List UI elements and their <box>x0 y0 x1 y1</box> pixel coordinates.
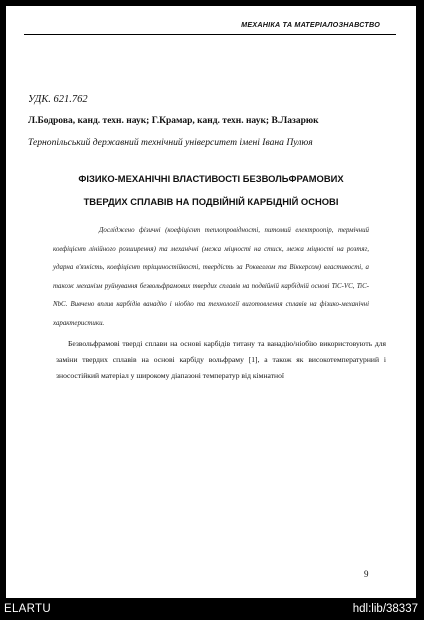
udc-code: УДК. 621.762 <box>28 94 88 105</box>
handle-id: hdl:lib/38337 <box>352 603 418 615</box>
body-paragraph <box>56 336 386 385</box>
repository-label: ELARTU <box>4 603 51 615</box>
abstract <box>53 222 369 333</box>
body-paragraph-text: Безвольфрамові тверді сплави на основі карбідів титану та ванадію/ніобію використовують для заміни твердих сплавів на основі карбіду вольфраму [1], а також як високотемпературний і зносостійкий матеріал у широкому діапазоні температур від кімнатної <box>56 339 386 381</box>
paper-title <box>26 167 396 213</box>
page-number: 9 <box>364 569 369 579</box>
abstract-text: Досліджено фізичні (коефіцієнт теплопровідності, питомий електроопір, термічний коефіцієнт лінійного розширення) та механічні (межа міцності на стиск, межа міцності на розтяг, ударна в'язкість, коефіцієнт тріщиностійкості, твердість за Роквеллом та Віккерсом) властивості, а також механізм руйнування безвольфрамових твердих сплавів на подвійній карбідній основі TiC-VC, TiC-NbC. Вивчено вплив карбідів ванадію і ніобію та технології виготовлення сплавів на фізико-механічні характеристики. <box>53 227 369 327</box>
affiliation-line: Тернопільський державний технічний університет імені Івана Пулюя <box>28 137 313 148</box>
title-line-2: ТВЕРДИХ СПЛАВІВ НА ПОДВІЙНІЙ КАРБІДНІЙ ОСНОВІ <box>83 196 339 207</box>
journal-page <box>6 6 416 598</box>
journal-section-header: МЕХАНІКА ТА МАТЕРІАЛОЗНАВСТВО <box>241 20 380 29</box>
header-rule <box>24 34 396 35</box>
authors-line: Л.Бодрова, канд. техн. наук; Г.Крамар, канд. техн. наук; В.Лазарюк <box>28 116 319 126</box>
title-line-1: ФІЗИКО-МЕХАНІЧНІ ВЛАСТИВОСТІ БЕЗВОЛЬФРАМОВИХ <box>78 173 344 184</box>
